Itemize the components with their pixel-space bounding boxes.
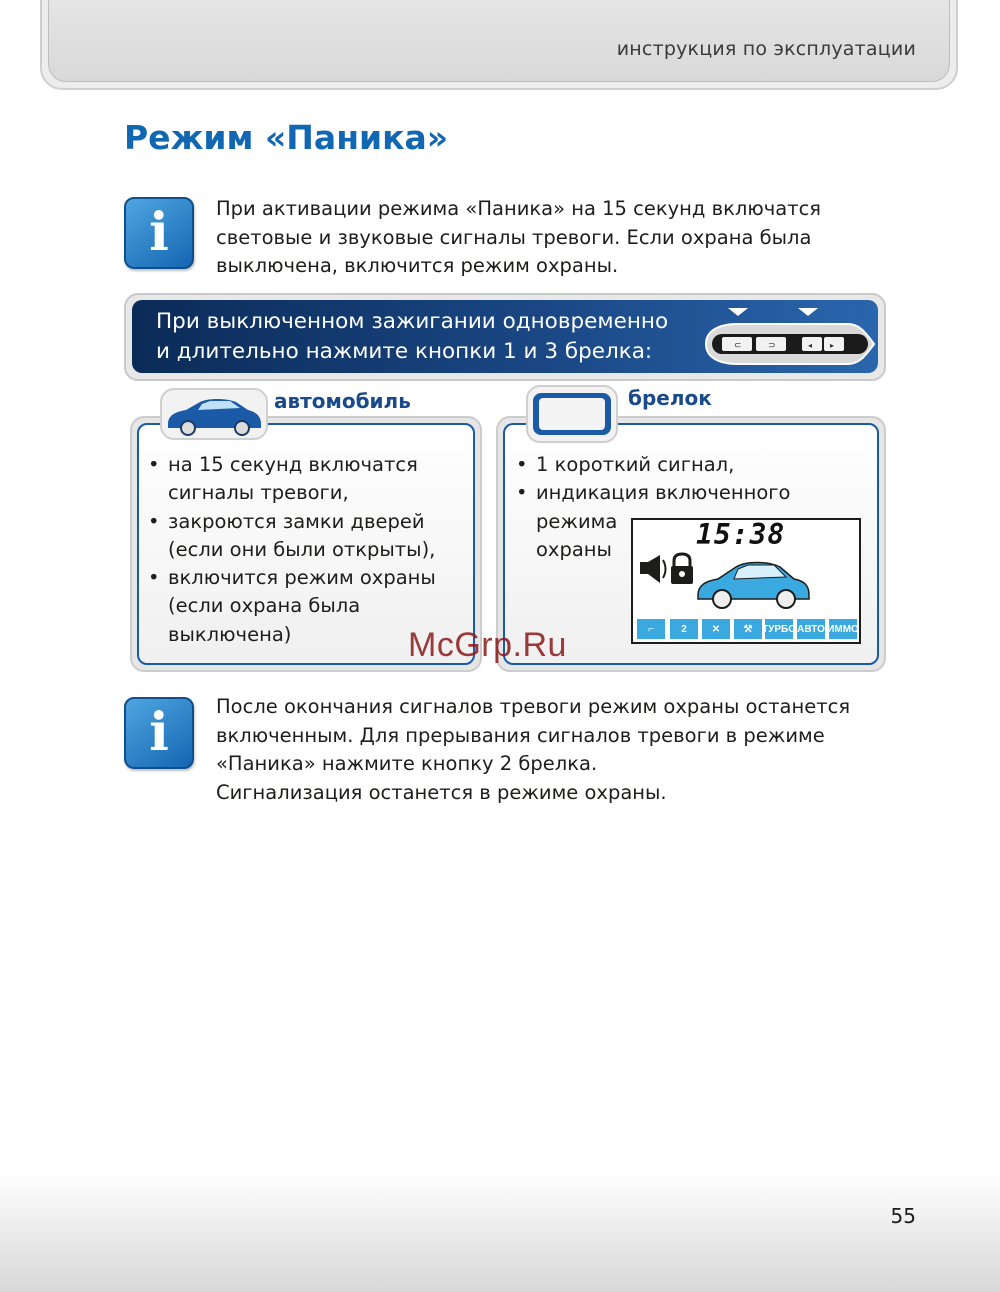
list-item: • закроются замки дверей [148, 508, 436, 536]
list-item-continued: сигналы тревоги, [168, 481, 349, 505]
lcd-indicator-fan-icon: ✕ [702, 619, 730, 639]
watermark: McGrp.Ru [408, 626, 567, 664]
list-item-continued: режима [536, 509, 618, 533]
intro-paragraph [216, 195, 821, 281]
lcd-time: 15:38 [696, 518, 786, 551]
siren-icon [640, 555, 666, 583]
car-panel-list [148, 451, 436, 649]
banner-text [156, 307, 668, 367]
intro-line: При активации режима «Паника» на 15 секунд включатся [216, 197, 822, 220]
page-title: Режим «Паника» [124, 118, 449, 157]
svg-text:⊂: ⊂ [734, 341, 742, 351]
lcd-indicator-immo: ИММО [829, 619, 857, 639]
outro-line: «Паника» нажмите кнопку 2 брелка. [216, 752, 598, 775]
banner-line: При выключенном зажигании одновременно [156, 309, 669, 334]
list-item-continued: (если охрана была [168, 594, 361, 618]
lcd-indicator-auto: АВТО [797, 619, 825, 639]
svg-text:◂: ◂ [808, 341, 813, 350]
outro-line: включенным. Для прерывания сигналов тревоги в режиме [216, 723, 825, 747]
page-number: 55 [890, 1204, 916, 1228]
outro-paragraph [216, 693, 850, 807]
info-glyph: i [149, 202, 169, 263]
header-text: инструкция по эксплуатации [616, 38, 916, 60]
lcd-indicator-pistol-icon: ⌐ [637, 619, 665, 639]
lock-icon [671, 554, 693, 584]
siren-lock-icons [636, 552, 700, 586]
list-item-continued: (если они были открыты), [168, 537, 436, 561]
fob-screen-icon [531, 391, 613, 437]
info-glyph: i [149, 702, 169, 763]
intro-line: световые и звуковые сигналы тревоги. Если охрана была [216, 225, 812, 249]
arrow-down-icon [798, 308, 818, 316]
fob-panel-label: брелок [628, 386, 712, 410]
intro-line: выключена, включится режим охраны. [216, 254, 619, 277]
outro-line: После окончания сигналов тревоги режим охраны останется [216, 695, 851, 718]
list-item: • 1 короткий сигнал, [516, 451, 790, 479]
fob-icon [698, 300, 878, 370]
banner-line: и длительно нажмите кнопки 1 и 3 брелка: [156, 339, 653, 364]
lcd-indicator-wrench-icon: ⚒ [734, 619, 762, 639]
list-item-continued: выключена) [168, 622, 292, 646]
arrow-down-icon [728, 308, 748, 316]
car-icon [164, 394, 264, 436]
list-item: • индикация включенного [516, 479, 790, 507]
outro-line: Сигнализация останется в режиме охраны. [216, 780, 667, 804]
svg-text:⊃: ⊃ [768, 341, 776, 351]
footer-gradient [0, 1170, 1000, 1292]
info-icon [124, 197, 194, 269]
lcd-indicator-channel-icon: 2 [670, 619, 698, 639]
lcd-car-icon [694, 555, 812, 611]
svg-text:▸: ▸ [830, 341, 835, 350]
list-item-continued: охраны [536, 537, 612, 561]
list-item: • на 15 секунд включатся [148, 451, 436, 479]
lcd-indicator-turbo: ТУРБО [765, 619, 793, 639]
list-item: • включится режим охраны [148, 564, 436, 592]
info-icon [124, 697, 194, 769]
car-panel-label: автомобиль [274, 389, 411, 413]
